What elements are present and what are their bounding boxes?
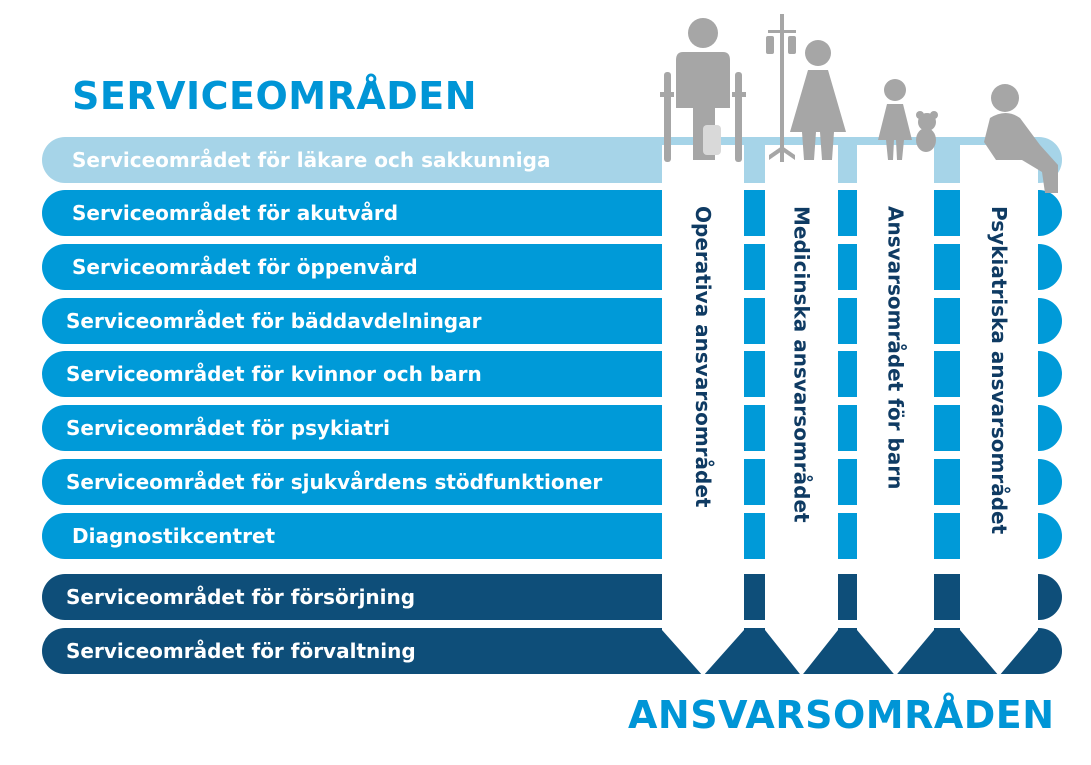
service-area-label: Diagnostikcentret: [72, 524, 276, 548]
service-area-label: Serviceområdet för psykiatri: [66, 416, 390, 440]
responsibility-area-label: Operativa ansvarsområdet: [691, 206, 715, 508]
responsibility-area-label: Medicinska ansvarsområdet: [789, 206, 814, 523]
service-area-label: Serviceområdet för sjukvårdens stödfunktioner: [66, 470, 603, 494]
service-area-label: Serviceområdet för bäddavdelningar: [66, 309, 482, 333]
service-area-label: Serviceområdet för förvaltning: [66, 639, 416, 663]
responsibility-areas-heading: ANSVARSOMRÅDEN: [628, 693, 1055, 737]
responsibility-area-label: Ansvarsområdet för barn: [883, 206, 908, 490]
service-area-label: Serviceområdet för kvinnor och barn: [66, 362, 482, 386]
service-area-label: Serviceområdet för öppenvård: [72, 255, 418, 279]
service-areas-heading: SERVICEOMRÅDEN: [72, 74, 478, 118]
service-area-label: Serviceområdet för försörjning: [66, 585, 416, 609]
responsibility-area-label: Psykiatriska ansvarsområdet: [987, 206, 1011, 535]
service-area-label: Serviceområdet för läkare och sakkunniga: [72, 148, 551, 172]
service-area-label: Serviceområdet för akutvård: [72, 201, 399, 225]
